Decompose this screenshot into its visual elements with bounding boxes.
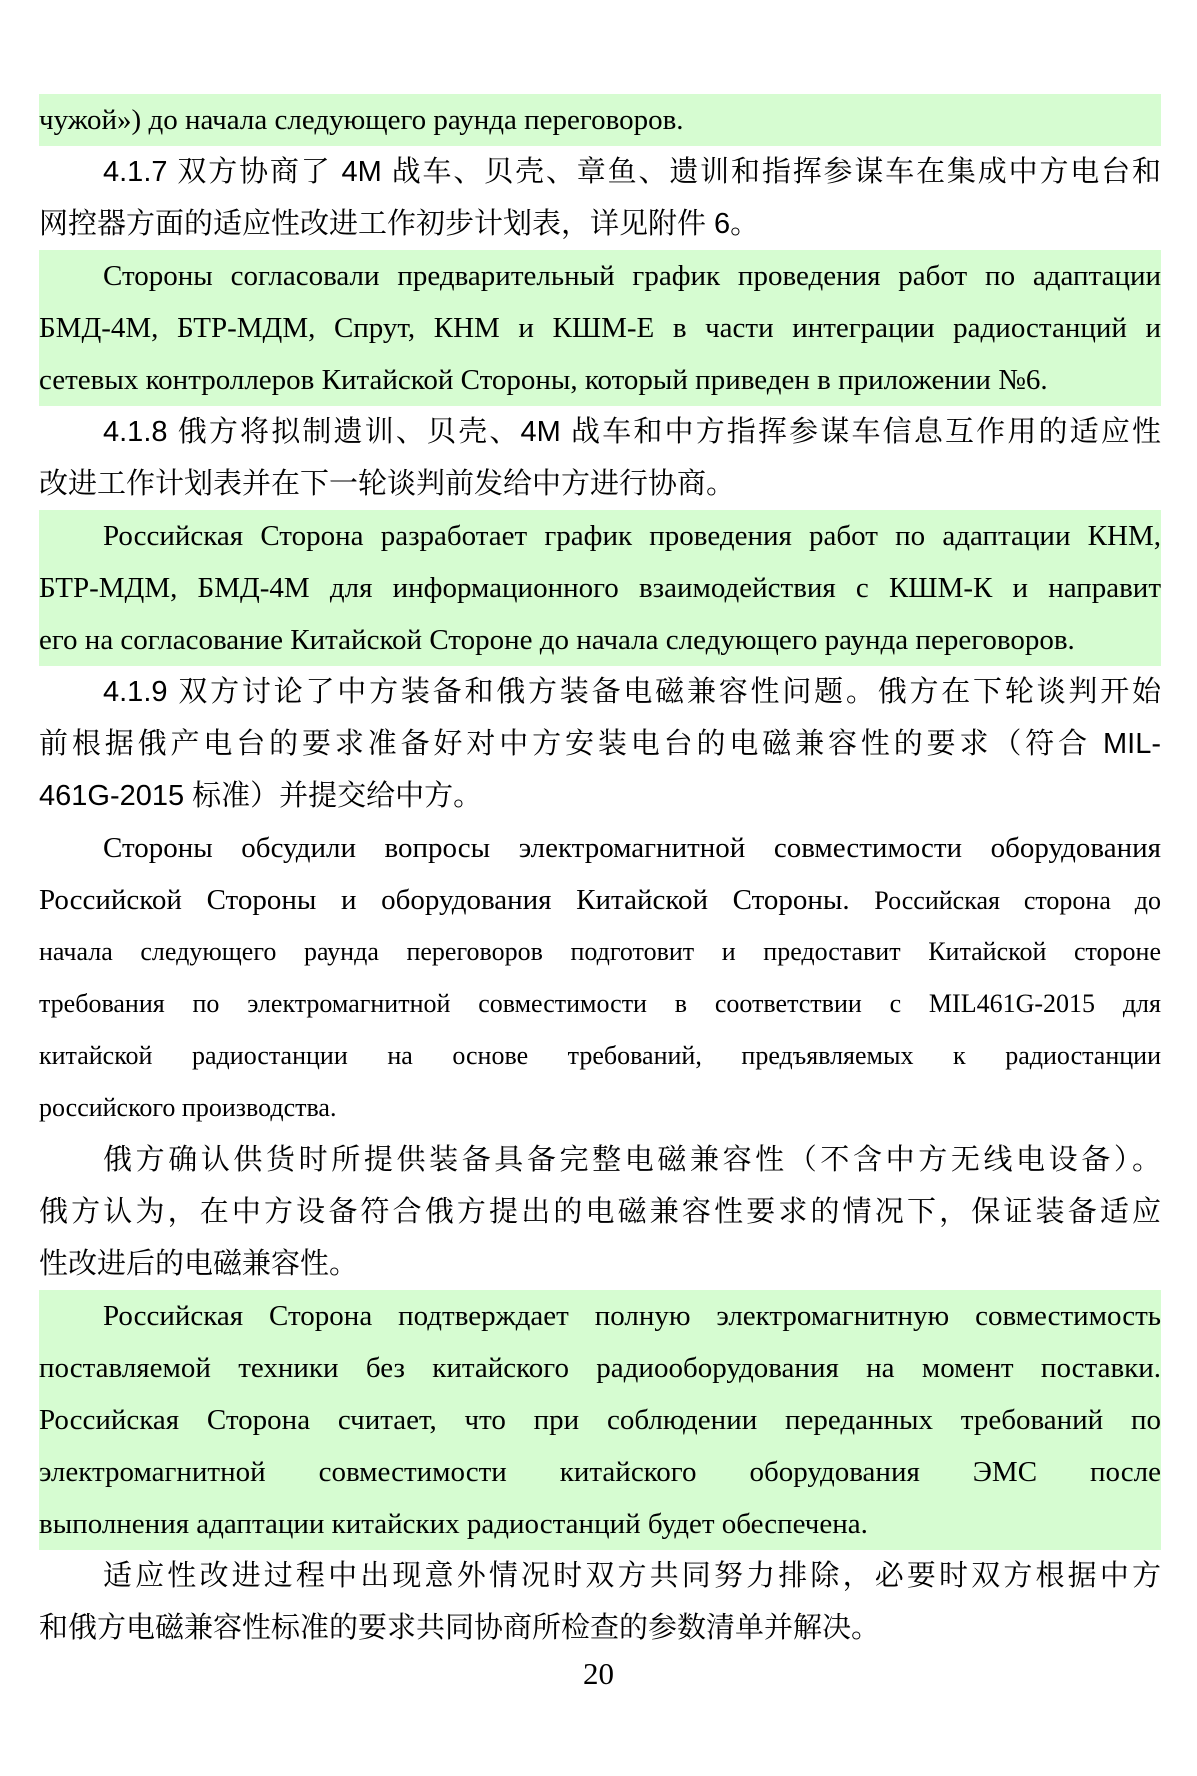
text-line: Российская Сторона считает, что при соблюдении переданных требований по <box>39 1404 1161 1436</box>
text-line: китайской радиостанции на основе требований, предъявляемых к радиостанции <box>39 1041 1161 1070</box>
text-line: чужой») до начала следующего раунда переговоров. <box>39 104 684 136</box>
text-line: выполнения адаптации китайских радиостанций будет обеспечена. <box>39 1508 868 1540</box>
text-line: БМД-4М, БТР-МДМ, Спрут, КНМ и КШМ-Е в части интеграции радиостанций и <box>39 312 1161 344</box>
page-number: 20 <box>583 1656 614 1691</box>
text-line: Российская Сторона подтверждает полную электромагнитную совместимость <box>103 1300 1161 1332</box>
paragraph <box>39 822 1161 1134</box>
text-line: электромагнитной совместимости китайского оборудования ЭМС после <box>39 1456 1161 1488</box>
text-line: 网控器方面的适应性改进工作初步计划表，详见附件 6。 <box>39 208 760 240</box>
text-line: 俄方确认供货时所提供装备具备完整电磁兼容性（不含中方无线电设备）。 <box>103 1144 1161 1176</box>
text-line: 4.1.8 俄方将拟制遗训、贝壳、4M 战车和中方指挥参谋车信息互作用的适应性 <box>103 416 1161 448</box>
paragraph <box>39 146 1161 250</box>
paragraph <box>39 406 1161 510</box>
text-line: сетевых контроллеров Китайской Стороны, который приведен в приложении №6. <box>39 364 1048 396</box>
paragraph-highlighted <box>39 94 1161 146</box>
text-line: Стороны согласовали предварительный график проведения работ по адаптации <box>103 260 1161 292</box>
page-content <box>39 94 1161 1654</box>
text-segment: Российской Стороны и оборудования Китайской Стороны. <box>39 884 850 916</box>
paragraph-highlighted <box>39 250 1161 406</box>
paragraph-highlighted <box>39 1290 1161 1550</box>
text-line: Стороны обсудили вопросы электромагнитной совместимости оборудования <box>103 832 1161 864</box>
text-line: 前根据俄产电台的要求准备好对中方安装电台的电磁兼容性的要求（符合 MIL- <box>39 728 1161 760</box>
text-line: 4.1.9 双方讨论了中方装备和俄方装备电磁兼容性问题。俄方在下轮谈判开始 <box>103 676 1161 708</box>
text-line: 性改进后的电磁兼容性。 <box>39 1248 359 1280</box>
text-line: БТР-МДМ, БМД-4М для информационного взаимодействия с КШМ-К и направит <box>39 572 1161 604</box>
text-line <box>39 874 1161 926</box>
paragraph-highlighted <box>39 510 1161 666</box>
text-line: российского производства. <box>39 1093 337 1122</box>
text-line: начала следующего раунда переговоров подготовит и предоставит Китайской стороне <box>39 937 1161 966</box>
paragraph <box>39 666 1161 822</box>
text-line: 适应性改进过程中出现意外情况时双方共同努力排除，必要时双方根据中方 <box>103 1560 1161 1592</box>
paragraph <box>39 1550 1161 1654</box>
text-line: 461G-2015 标准）并提交给中方。 <box>39 780 483 812</box>
text-line: поставляемой техники без китайского радиооборудования на момент поставки. <box>39 1352 1161 1384</box>
text-line: 4.1.7 双方协商了 4M 战车、贝壳、章鱼、遗训和指挥参谋车在集成中方电台和 <box>103 156 1161 188</box>
text-line: его на согласование Китайской Стороне до начала следующего раунда переговоров. <box>39 624 1075 656</box>
text-segment: Российская сторона до <box>874 886 1161 915</box>
text-line: 和俄方电磁兼容性标准的要求共同协商所检查的参数清单并解决。 <box>39 1612 881 1644</box>
text-line: 改进工作计划表并在下一轮谈判前发给中方进行协商。 <box>39 468 736 500</box>
text-line: требования по электромагнитной совместимости в соответствии с MIL461G-2015 для <box>39 989 1161 1018</box>
text-line: Российская Сторона разработает график проведения работ по адаптации КНМ, <box>103 520 1161 552</box>
text-line: 俄方认为，在中方设备符合俄方提出的电磁兼容性要求的情况下，保证装备适应 <box>39 1196 1161 1228</box>
paragraph <box>39 1134 1161 1290</box>
